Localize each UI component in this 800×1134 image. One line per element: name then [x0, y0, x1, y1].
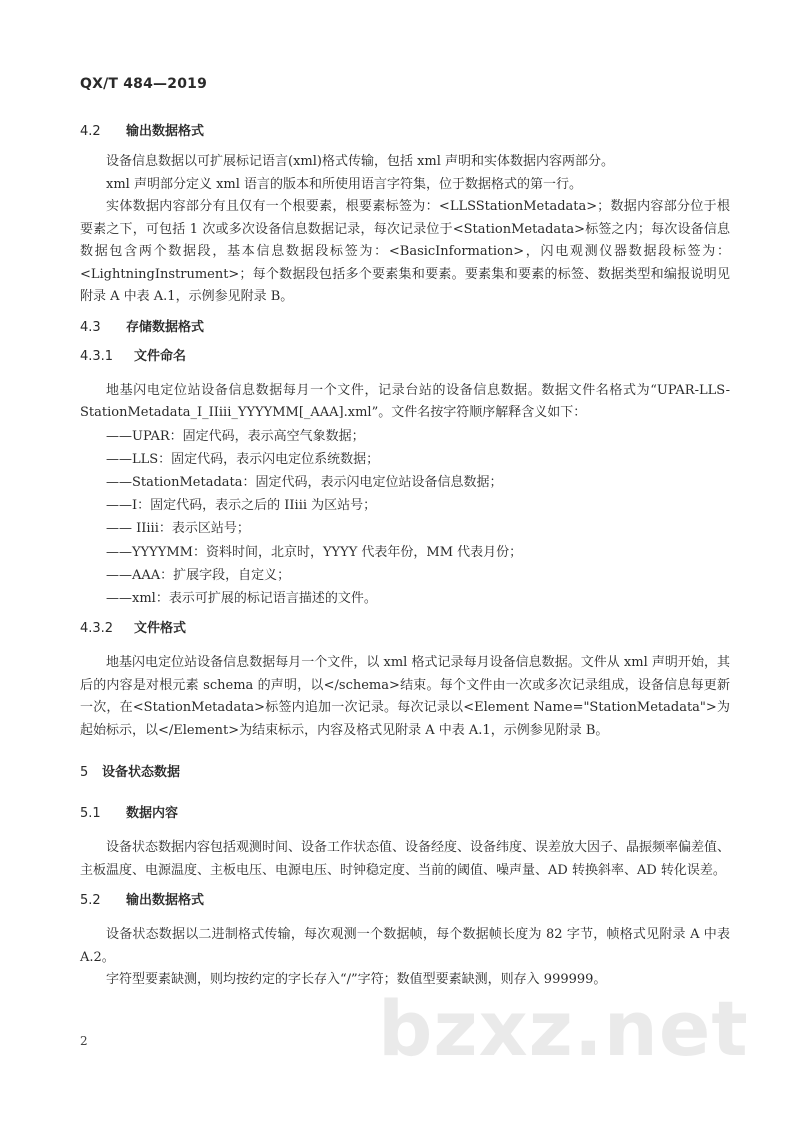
list-item: ——YYYYMM：资料时间，北京时，YYYY 代表年份，MM 代表月份； — [106, 544, 523, 560]
section-heading-5 — [80, 763, 730, 783]
page-number: 2 — [80, 1034, 88, 1048]
section-heading-4-3 — [80, 318, 730, 338]
section-title: 输出数据格式 — [126, 124, 205, 139]
list-item: ——LLS：固定代码，表示闪电定位系统数据； — [106, 451, 380, 467]
section-heading-4-2 — [80, 122, 730, 142]
paragraph: 地基闪电定位站设备信息数据每月一个文件，记录台站的设备信息数据。数据文件名格式为“UPAR-LLS-StationMetadata_I_IIiii_YYYYMM[_AAA].xml”。文件名按字符顺序解释含义如下： — [80, 382, 730, 420]
section-title: 文件格式 — [134, 621, 187, 637]
paragraph: 地基闪电定位站设备信息数据每月一个文件，以 xml 格式记录每月设备信息数据。文件从 xml 声明开始，其后的内容是对根元素 schema 的声明，以</schema>结束。每个文件由一次或多次记录组成，设备信息每更新一次，在<StationMetadata>标签内追加一次记录。每次记录以<Element Name="StationMetadata">为起始标示，以</Element>为结束标示，内容及格式见附录 A 中表 A.1，示例参见附录 B。 — [80, 655, 730, 738]
section-number: 5 — [80, 765, 89, 781]
list-item: ——xml：表示可扩展的标记语言描述的文件。 — [106, 590, 377, 606]
list-item: —— IIiii：表示区站号； — [106, 521, 250, 537]
list-item: ——StationMetadata：固定代码，表示闪电定位站设备信息数据； — [106, 474, 503, 490]
page-content — [80, 122, 730, 992]
paragraph: 字符型要素缺测，则均按约定的字长存入“/”字符；数值型要素缺测，则存入 999999。 — [106, 972, 607, 988]
standard-code-header: QX/T 484—2019 — [80, 76, 208, 92]
section-title: 文件命名 — [134, 348, 187, 364]
paragraph: 设备状态数据以二进制格式传输，每次观测一个数据帧，每个数据帧长度为 82 字节，帧格式见附录 A 中表 A.2。 — [80, 927, 730, 965]
section-title: 输出数据格式 — [126, 893, 205, 909]
paragraph: 实体数据内容部分有且仅有一个根要素，根要素标签为：<LLSStationMetadata>；数据内容部分位于根要素之下，可包括 1 次或多次设备信息数据记录，每次记录位于<StationMetadata>标签之内；每次设备信息数据包含两个数据段，基本信息数据段标签为：<BasicInformation>，闪电观测仪器数据段标签为：<LightningInstrument>；每个数据段包括多个要素集和要素。要素集和要素的标签、数据类型和编报说明见附录 A 中表 A.1，示例参见附录 B。 — [80, 199, 730, 304]
section-number: 5.2 — [80, 893, 101, 909]
section-title: 数据内容 — [126, 806, 179, 822]
section-heading-4-3-2 — [80, 619, 730, 639]
paragraph: xml 声明部分定义 xml 语言的版本和所使用语言字符集，位于数据格式的第一行。 — [106, 176, 583, 192]
section-number: 4.3.2 — [80, 621, 114, 637]
section-heading-5-1 — [80, 804, 730, 824]
section-heading-4-3-1 — [80, 347, 730, 367]
filename-definition-list — [80, 425, 730, 611]
section-number: 4.3 — [80, 319, 101, 335]
section-title: 存储数据格式 — [126, 319, 205, 335]
section-number: 5.1 — [80, 806, 101, 822]
list-item: ——UPAR：固定代码，表示高空气象数据； — [106, 428, 365, 444]
paragraph: 设备信息数据以可扩展标记语言(xml)格式传输，包括 xml 声明和实体数据内容两部分。 — [106, 154, 615, 169]
section-number: 4.3.1 — [80, 348, 114, 364]
section-title: 设备状态数据 — [102, 765, 181, 781]
section-number: 4.2 — [80, 124, 101, 139]
list-item: ——I：固定代码，表示之后的 IIiii 为区站号； — [106, 498, 377, 514]
watermark: bzxz.net — [378, 984, 749, 1073]
section-heading-5-2 — [80, 891, 730, 911]
paragraph: 设备状态数据内容包括观测时间、设备工作状态值、设备经度、设备纬度、误差放大因子、晶振频率偏差值、主板温度、电源温度、主板电压、电源电压、时钟稳定度、当前的阈值、噪声量、AD 转换斜率、AD 转化误差。 — [80, 840, 731, 878]
list-item: ——AAA：扩展字段，自定义； — [106, 567, 291, 583]
